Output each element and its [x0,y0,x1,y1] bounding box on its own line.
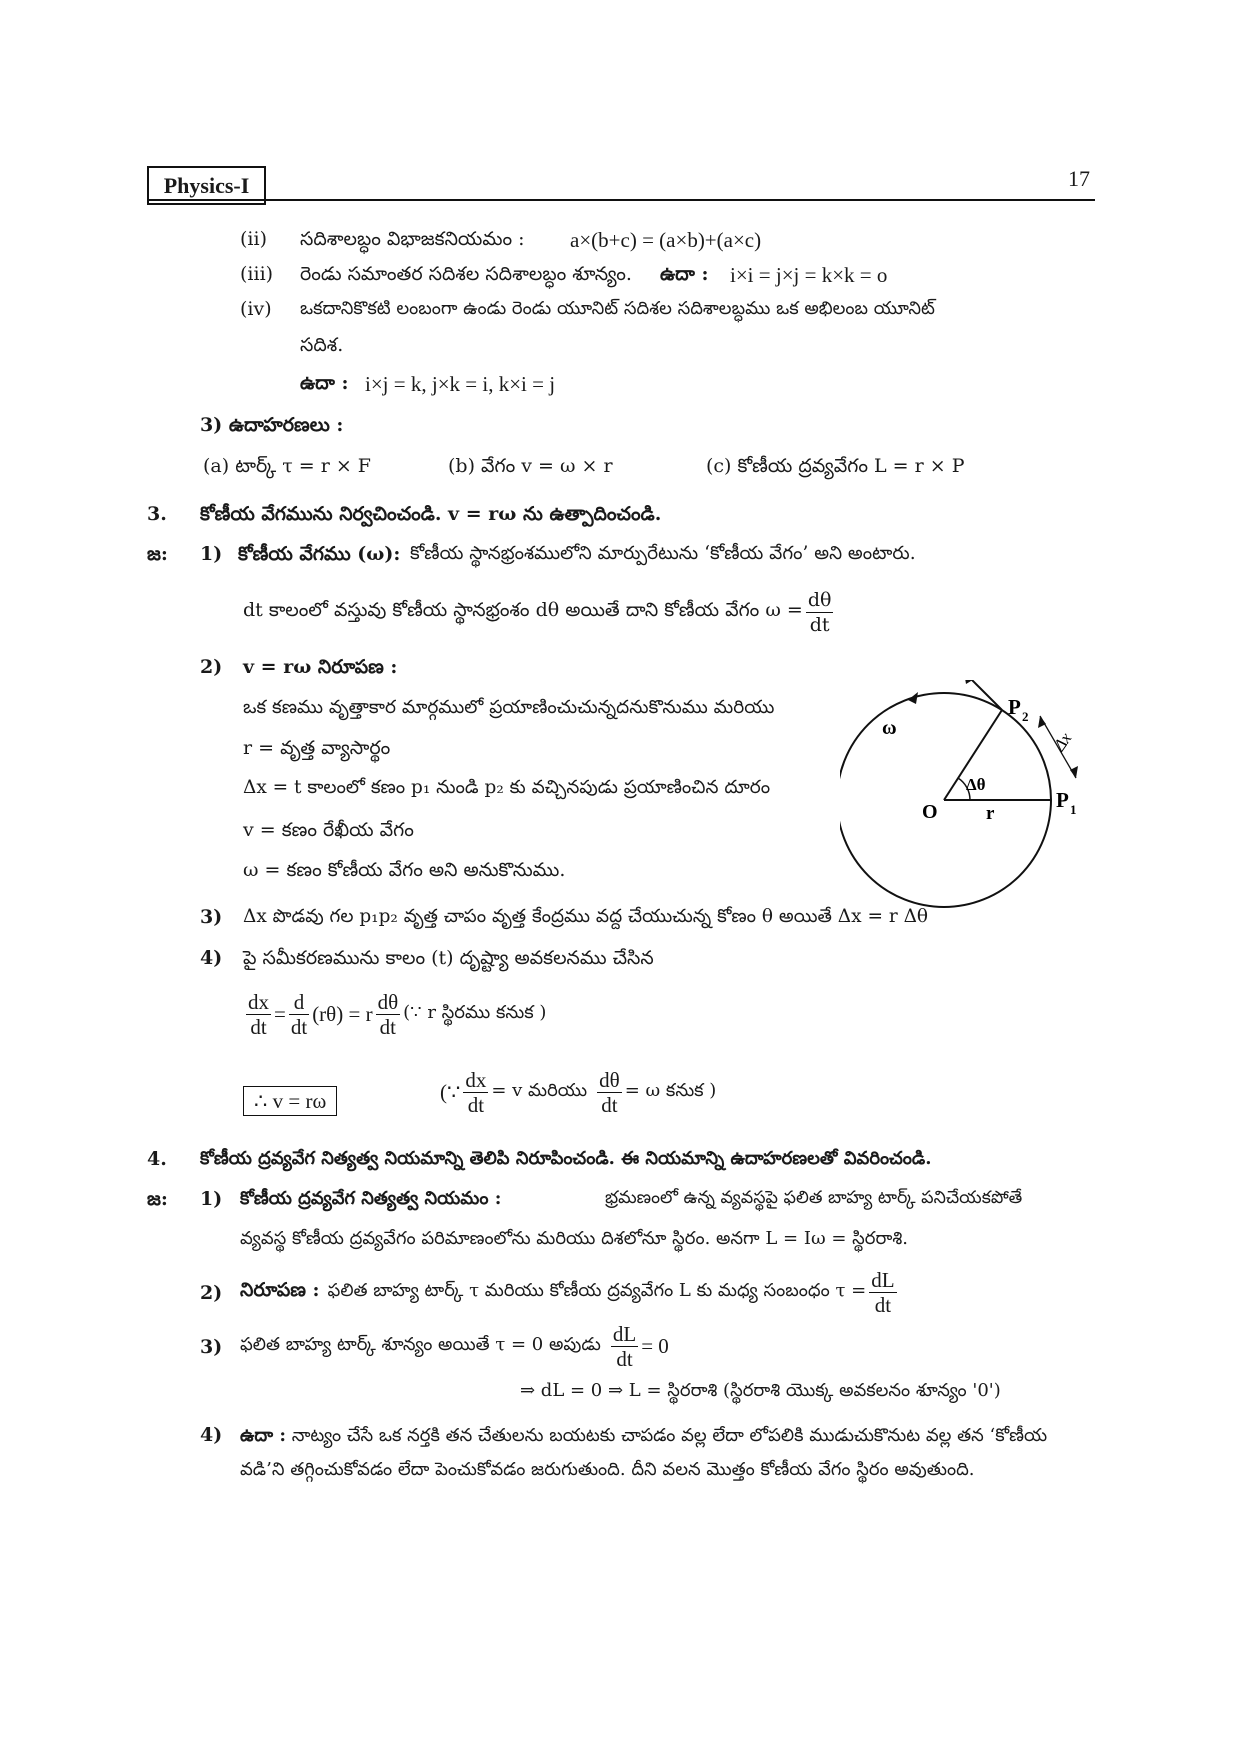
q3-question: కోణీయ వేగమును నిర్వచించండి. v = rω ను ఉత్పాదించండి. [200,503,662,525]
q3-because-note [440,1068,716,1117]
q3-p2-number: 2) [200,656,223,678]
prop-iv-formula: i×j = k, j×k = i, k×i = j [365,372,556,396]
fraction-denominator: dt [809,614,830,636]
q3-p4-number: 4) [200,947,223,969]
fraction-denominator: dt [379,1015,397,1039]
q4-p1-text: భ్రమణంలో ఉన్న వ్యవస్థపై ఫలిత బాహ్య టార్క్ పనిచేయకపోతే [605,1188,1023,1208]
q3-p1-text: కోణీయ స్థానభ్రంశములోని మార్పురేటును ‘కోణీయ వేగం’ అని అంటారు. [410,543,916,564]
example-c: (c) కోణీయ ద్రవ్యవేగం L = r × P [706,455,965,477]
q4-p2-row [200,1268,900,1317]
fraction-numerator: dx [248,990,269,1014]
prop-iv-label: (iv) [240,298,272,320]
q3-answer-label: జ: [147,543,168,565]
q3-p4-text: పై సమీకరణమును కాలం (t) దృష్ట్యా అవకలనము చేసిన [243,947,654,969]
q3-p1-number: 1) [200,543,223,565]
q3-p3-text: Δx పొడవు గల p₁p₂ వృత్త చాపం వృత్త కేంద్రము వద్ద చేయుచున్న కోణం θ అయితే Δx = r Δθ [243,906,929,927]
q3-p1-line2: dt కాలంలో వస్తువు కోణీయ స్థానభ్రంశం dθ అయితే దాని కోణీయ వేగం ω = [243,599,803,621]
eq1-middle: (rθ) = r [312,1002,373,1026]
diagram-delta-x-label: Δx [1049,729,1076,755]
q4-p4-text: నాట్యం చేసే ఒక నర్తకి తన చేతులను బయటకు చాపడం వల్ల లేదా లోపలికి ముడుచుకొనుట వల్ల తన ‘కోణీయ వడి’ని తగ్గించుకోవడం లేదా పెంచుకోవడం జరుగుతుంది. దీని వలన మొత్తం కోణీయ వేగం స్థిరం అవుతుంది. [240,1425,1048,1480]
fraction-denominator: dt [467,1093,485,1117]
q4-p4-number: 4) [200,1424,223,1446]
fraction-denominator: dt [290,1015,308,1039]
diagram-center-label: O [922,801,938,823]
q4-p2-fraction [869,1268,896,1317]
q4-p3-text: ఫలిత బాహ్య టార్క్ శూన్యం అయితే τ = 0 అపుడు [240,1334,601,1355]
delta-x-arrow-head-top [1038,716,1046,728]
fraction-numerator: dx [465,1068,487,1092]
eq1-fraction-b [289,990,309,1039]
diagram-delta-theta-label: Δθ [966,775,986,794]
q3-p1-heading: కోణీయ వేగము (ω): [238,543,401,565]
fraction-numerator: d [289,990,309,1015]
q4-p2-text: ఫలిత బాహ్య టార్క్ τ మరియు కోణీయ ద్రవ్యవేగం L కు మధ్య సంబంధం τ = [327,1280,867,1301]
delta-x-arrow-head-bottom [1070,766,1078,778]
q3-p2-line1: ఒక కణము వృత్తాకార మార్గములో ప్రయాణించుచున్నదనుకొనుము మరియు [243,697,775,718]
example-a: (a) టార్క్ τ = r × F [203,455,371,477]
q4-p3-fraction [611,1322,638,1371]
fraction-numerator: dL [612,1322,637,1346]
page-number: 17 [1068,166,1090,191]
q4-question: కోణీయ ద్రవ్యవేగ నిత్యత్వ నియమాన్ని తెలిపి నిరూపించండి. ఈ నియమాన్ని ఉదాహరణలతో వివరించండి. [200,1148,932,1169]
q4-p3-row [200,1322,669,1371]
q3-angular-velocity-def [243,588,836,637]
because-fraction-2 [597,1068,622,1117]
prop-ii-label: (ii) [240,228,267,250]
prop-iv-text-2: సదిశ. [300,334,344,356]
diagram-omega-label: ω [882,717,897,739]
diagram-p2-label: P [1008,695,1021,719]
example-b: (b) వేగం v = ω × r [448,455,613,477]
diagram-p1-subscript: 1 [1070,802,1077,817]
eq1-tail: (∵ r స్థిరము కనుక ) [403,1002,547,1023]
q3-result: ∴ v = rω [243,1086,337,1116]
q4-p3-line2: ⇒ dL = 0 ⇒ L = స్థిరరాశి (స్థిరరాశి యొక్క అవకలనం శూన్యం '0') [520,1380,1001,1401]
because-fraction-1 [463,1068,488,1117]
because-middle: = v మరియు [491,1080,588,1101]
fraction-denominator: dt [874,1293,892,1317]
prop-iii-formula: i×i = j×j = k×k = o [730,263,888,287]
q3-p2-line3: Δx = t కాలంలో కణం p₁ నుండి p₂ కు వచ్చినపుడు ప్రయాణించిన దూరం [243,777,771,798]
q4-p3-number: 3) [200,1335,223,1358]
prop-iii-label: (iii) [240,263,274,285]
fraction-denominator: dt [250,1015,267,1039]
q3-derivative-equation [243,990,546,1039]
q3-p2-line2: r = వృత్త వ్యాసార్థం [243,737,391,759]
q3-p2-line5: ω = కణం కోణీయ వేగం అని అనుకొనుము. [243,859,566,881]
fraction-denominator: dt [601,1093,618,1117]
fraction-denominator: dt [616,1347,633,1371]
prop-iv-example-label: ఉదా : [300,372,349,394]
q4-number: 4. [147,1148,167,1170]
fraction-numerator: dθ [377,990,399,1014]
q4-p2-number: 2) [200,1281,223,1304]
q3-number: 3. [147,503,167,525]
tangent-velocity-arrow [964,680,1002,710]
eq1-fraction-a [246,990,271,1039]
circular-motion-diagram [840,680,1100,910]
prop-iv-text-1: ఒకదానికొకటి లంబంగా ఉండు రెండు యూనిట్ సదిశల సదిశాలబ్ధము ఒక అభిలంబ యూనిట్ [300,298,935,319]
q4-p3-tail: = 0 [641,1334,669,1358]
q3-p2-heading: v = rω నిరూపణ : [243,656,398,678]
q4-p1-line2: వ్యవస్థ కోణీయ ద్రవ్యవేగం పరిమాణంలోను మరియు దిశలోనూ స్థిరం. అనగా L = Iω = స్థిరరాశి. [240,1228,908,1249]
q4-p4-heading: ఉదా : [240,1425,286,1446]
eq1-equals: = [274,1002,286,1026]
q3-result-box [243,1089,337,1114]
q4-p1-heading: కోణీయ ద్రవ్యవేగ నిత్యత్వ నియమం : [240,1188,502,1209]
q3-p3-number: 3) [200,906,223,928]
diagram-p2-subscript: 2 [1022,709,1029,724]
fraction-numerator: dL [871,1268,895,1292]
prop-iii-text: రెండు సమాంతర సదిశల సదిశాలబ్ధం శూన్యం. [300,263,632,285]
diagram-p1-label: P [1056,788,1069,812]
q4-p2-heading: నిరూపణ : [240,1279,320,1301]
q4-p4-paragraph [240,1419,1095,1487]
because-close: = ω కనుక ) [624,1080,717,1101]
eq1-fraction-c [376,990,401,1039]
diagram-radius-label: r [986,803,995,824]
prop-ii-formula: a×(b+c) = (a×b)+(a×c) [570,228,762,252]
prop-ii-text: సదిశాలబ్ధం విభాజకనియమం : [300,228,525,250]
examples-heading: 3) ఉదాహరణలు : [200,414,344,436]
fraction-numerator: dθ [599,1068,620,1092]
header-rule [147,199,1095,201]
fraction-numerator: dθ [807,589,832,611]
header-title: Physics-I [147,166,266,205]
prop-iii-example-label: ఉదా : [660,263,709,285]
q4-p1-number: 1) [200,1188,223,1210]
q3-p1-fraction [806,588,834,637]
q4-answer-label: జ: [147,1188,168,1210]
because-open: (∵ [440,1080,461,1104]
q3-p2-line4: v = కణం రేఖీయ వేగం [243,819,414,841]
